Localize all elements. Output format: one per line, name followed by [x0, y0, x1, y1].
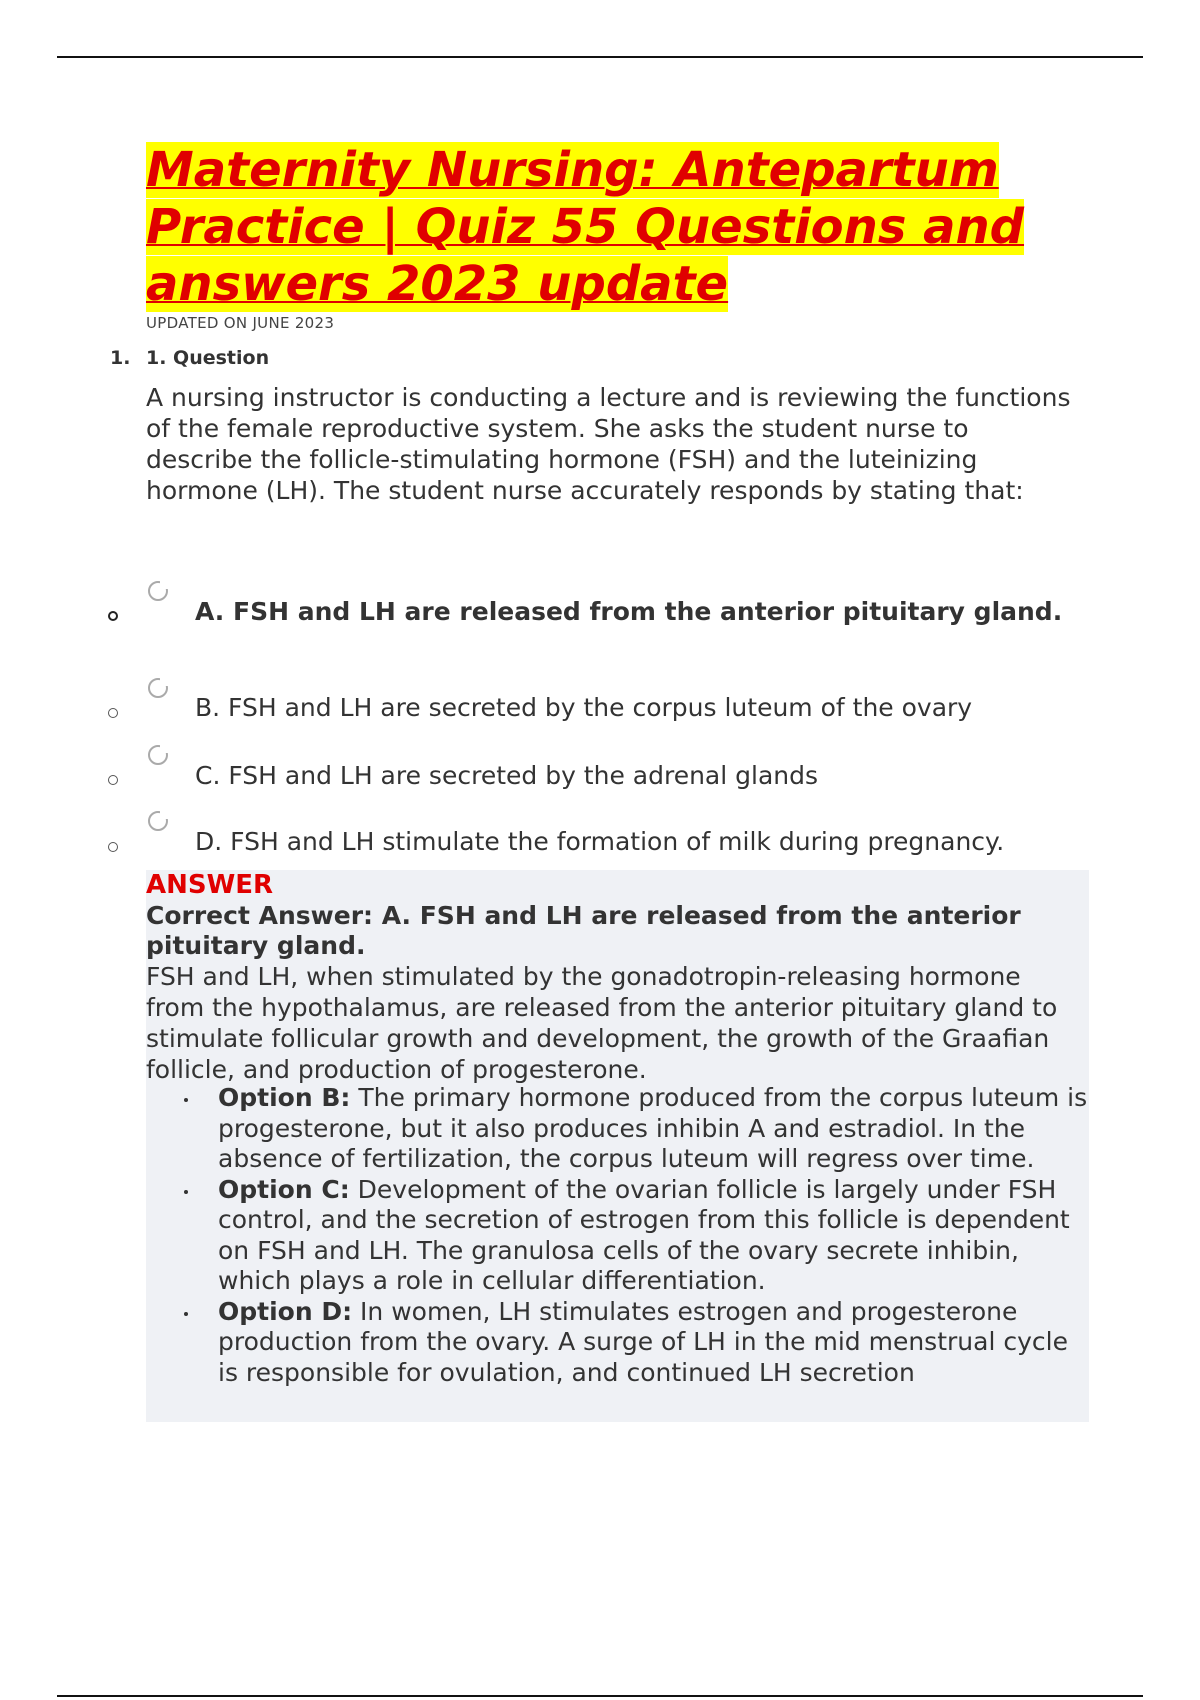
- updated-date: UPDATED ON JUNE 2023: [146, 314, 335, 332]
- option-b-label: B. FSH and LH are secreted by the corpus luteum of the ovary: [195, 693, 973, 722]
- option-a[interactable]: [146, 596, 1066, 627]
- rationale-text: In women, LH stimulates estrogen and progesterone production from the ovary. A surge of LH in the mid menstrual cycle is responsible for ovulation, and continued LH secretion: [218, 1296, 1068, 1387]
- rationale-list: [182, 1083, 1088, 1388]
- question-heading: 1. Question: [146, 347, 270, 369]
- rationale-option-c: [182, 1175, 1088, 1297]
- bullet-icon: [108, 611, 118, 621]
- bottom-rule: [57, 1695, 1143, 1697]
- bullet-icon: [184, 1190, 188, 1194]
- option-a-label: A. FSH and LH are released from the anterior pituitary gland.: [195, 597, 1063, 626]
- question-text: A nursing instructor is conducting a lecture and is reviewing the functions of the female reproductive system. She asks the student nurse to describe the follicle-stimulating hormone (FSH) and the luteinizing hormone (LH). The student nurse accurately responds by stating that:: [146, 383, 1071, 505]
- option-c-label: C. FSH and LH are secreted by the adrenal glands: [195, 761, 819, 790]
- option-d[interactable]: [146, 826, 1066, 857]
- option-d-label: D. FSH and LH stimulate the formation of milk during pregnancy.: [195, 827, 1005, 856]
- rationale-label: Option D:: [218, 1296, 353, 1326]
- rationale-label: Option C:: [218, 1174, 350, 1204]
- rationale-text: Development of the ovarian follicle is largely under FSH control, and the secretion of estrogen from this follicle is dependent on FSH and LH. The granulosa cells of the ovary secrete inhibin, which plays a role in cellular differentiation.: [218, 1174, 1070, 1295]
- bullet-icon: [184, 1098, 188, 1102]
- bullet-icon: [108, 842, 118, 852]
- page-title: Maternity Nursing: Antepartum Practice | Quiz 55 Questions and answers 2023 update: [146, 142, 1025, 312]
- bullet-icon: [108, 708, 118, 718]
- correct-answer: Correct Answer: A. FSH and LH are released from the anterior pituitary gland.: [146, 901, 1021, 960]
- top-rule: [57, 56, 1143, 58]
- answer-explanation: FSH and LH, when stimulated by the gonadotropin-releasing hormone from the hypothalamus, are released from the anterior pituitary gland to stimulate follicular growth and development, the growth of the Graafian follicle, and production of progesterone.: [146, 962, 1058, 1084]
- question-number: 1.: [110, 347, 131, 369]
- rationale-text: The primary hormone produced from the corpus luteum is progesterone, but it also produces inhibin A and estradiol. In the absence of fertilization, the corpus luteum will regress over time.: [218, 1083, 1088, 1173]
- option-c[interactable]: [146, 760, 1066, 791]
- bullet-icon: [184, 1312, 188, 1316]
- rationale-option-b: [182, 1083, 1088, 1175]
- option-b[interactable]: [146, 692, 1066, 723]
- answer-heading: ANSWER: [146, 870, 274, 900]
- bullet-icon: [108, 775, 118, 785]
- rationale-label: Option B:: [218, 1083, 351, 1112]
- rationale-option-d: [182, 1297, 1088, 1389]
